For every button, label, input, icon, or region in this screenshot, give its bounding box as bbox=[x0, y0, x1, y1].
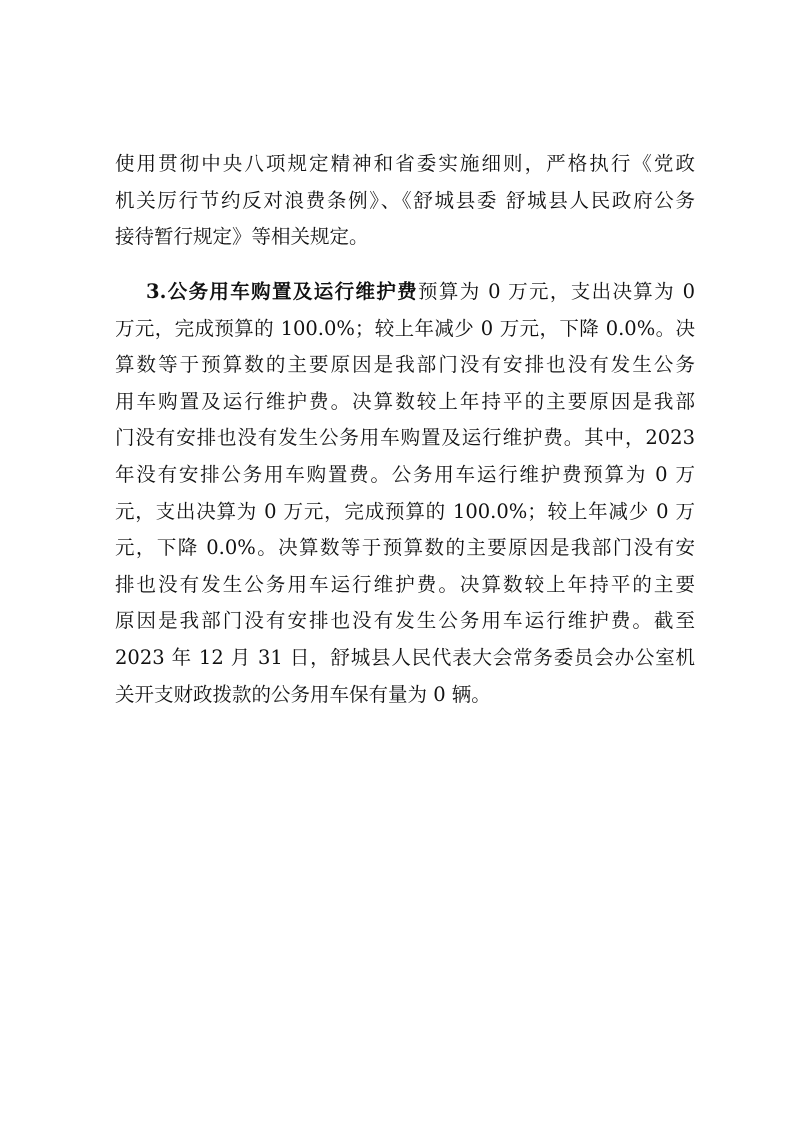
text-line: 万元，完成预算的 100.0%；较上年减少 0 万元，下降 0.0%。决 bbox=[115, 316, 695, 340]
text-line: 机关厉行节约反对浪费条例》、《舒城县委 舒城县人民政府公务 bbox=[115, 188, 695, 212]
heading-continuation: 预算为 0 万元，支出决算为 0 bbox=[418, 280, 695, 303]
text-line: 门没有安排也没有发生公务用车购置及运行维护费。其中，2023 bbox=[115, 426, 695, 450]
text-line: 使用贯彻中央八项规定精神和省委实施细则，严格执行《党政 bbox=[115, 152, 695, 175]
text-line: 元，支出决算为 0 万元，完成预算的 100.0%；较上年减少 0 万 bbox=[115, 499, 695, 523]
text-line: 排也没有发生公务用车运行维护费。决算数较上年持平的主要 bbox=[115, 572, 695, 596]
text-line bbox=[115, 274, 695, 311]
paragraph-reception-rules bbox=[115, 146, 695, 256]
text-line: 原因是我部门没有安排也没有发生公务用车运行维护费。截至 bbox=[115, 609, 695, 633]
text-line: 接待暂行规定》等相关规定。 bbox=[115, 225, 369, 249]
section-heading: 3.公务用车购置及运行维护费 bbox=[146, 280, 419, 303]
text-line: 2023 年 12 月 31 日，舒城县人民代表大会常务委员会办公室机 bbox=[115, 645, 695, 669]
paragraph-official-vehicle-costs bbox=[115, 274, 695, 713]
text-line: 算数等于预算数的主要原因是我部门没有安排也没有发生公务 bbox=[115, 353, 695, 377]
text-line: 用车购置及运行维护费。决算数较上年持平的主要原因是我部 bbox=[115, 389, 695, 413]
text-line: 元，下降 0.0%。决算数等于预算数的主要原因是我部门没有安 bbox=[115, 536, 695, 560]
text-line: 年没有安排公务用车购置费。公务用车运行维护费预算为 0 万 bbox=[115, 462, 695, 486]
text-line: 关开支财政拨款的公务用车保有量为 0 辆。 bbox=[115, 682, 491, 706]
